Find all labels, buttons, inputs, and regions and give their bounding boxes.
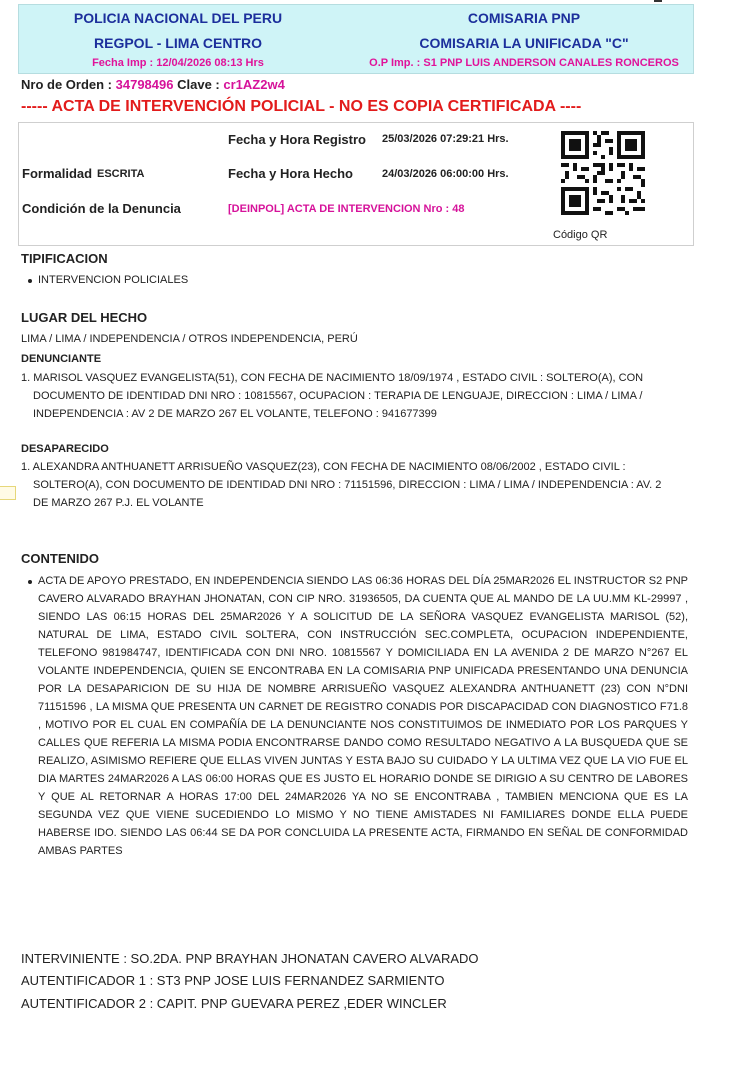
page-edge-marker [0, 486, 16, 500]
denunciante-heading: DENUNCIANTE [21, 353, 102, 365]
formality-value: ESCRITA [97, 168, 145, 180]
order-number-label: Nro de Orden : [21, 77, 113, 92]
contenido-text: ACTA DE APOYO PRESTADO, EN INDEPENDENCIA SIENDO LAS 06:36 HORAS DEL DÍA 25MAR2026 EL INSTRUCTOR S2 PNP CAVERO ALVARADO BRAYHAN JHONATAN, CON CIP NRO. 31936505, DA CUENTA QUE AL MANDO DE LA UU.MM KL-29997 , SIENDO LAS 06:15 HORAS DEL 25MAR2026 Y A SOLICITUD DE LA SEÑORA VASQUEZ EVANGELISTA MARISOL (52), NATURAL DE LIMA, ESTADO CIVIL SOLTERA, CON INSTRUCCIÓN SEC.COMPLETA, OCUPACION INDEPENDIENTE, TELEFONO 981984747, IDENTIFICADA CON DNI NRO. 10815567 Y DOMICILIADA EN LA AVENIDA 2 DE MARZO N°267 EL VOLANTE INDEPENDENCIA, QUIEN SE ENCONTRABA EN LA COMISARIA PNP UNIFICADA PRESENTANDO UNA DENUNCIA POR LA DESAPARICION DE SU HIJA DE NOMBRE ARRISUEÑO VASQUEZ ALEXANDRA ANTHUANETT (23) CON N°DNI 71151596 , LA MISMA QUE PRESENTA UN CARNET DE REGISTRO CONADIS POR DISCAPACIDAD CON DIAGNOSTICO F71.8 , MOTIVO POR EL CUAL EN COMPAÑÍA DE LA DENUNCIANTE NOS CONSTITUIMOS DE INMEDIATO POR LOS PARQUES Y CALLES QUE REFERIA LA MISMA PODIA ENCONTRARSE DANDO COMO RESULTADO NEGATIVO A LA BUSQUEDA QUE SE REALIZO, ASIMISMO REFIERE QUE ELLAS VIVEN JUNTAS Y ESTA BAJO SU CUIDADO Y LA ULTIMA VEZ QUE LA VIO FUE EL DIA MARTES 24MAR2026 A LAS 06:00 HORAS QUE ES JUSTO EL HORARIO DONDE SE DIRIGIO A SU CENTRO DE LABORES Y QUE AL RETORNAR A HORAS 17:00 DEL 24MAR2026 YA NO SE ENCONTRABA , TAMBIEN MENCIONA QUE ES LA SEGUNDA VEZ QUE VIENE SUCEDIENDO LO MISMO Y NO TIENE AMISTADES NI FAMILIARES DONDE ELLA PUEDE HABERSE IDO. SIENDO LAS 06:44 SE DA POR CONCLUIDA LA PRESENTE ACTA, FIRMANDO EN SEÑAL DE CONFORMIDAD AMBAS PARTES [38, 575, 688, 857]
denunciante-line: 1. MARISOL VASQUEZ EVANGELISTA(51), CON FECHA DE NACIMIENTO 18/09/1974 , ESTADO CIVIL : SOLTERO(A), CON [21, 372, 644, 384]
denunciante-line: DOCUMENTO DE IDENTIDAD DNI NRO : 10815567, OCUPACION : TERAPIA DE LENGUAJE, DIRECCION : LIMA / LIMA / [33, 390, 643, 402]
bullet-icon [28, 580, 32, 584]
region-title: REGPOL - LIMA CENTRO [94, 35, 262, 51]
print-operator: O.P Imp. : S1 PNP LUIS ANDERSON CANALES RONCEROS [369, 57, 679, 69]
desaparecido-line: 1. ALEXANDRA ANTHUANETT ARRISUEÑO VASQUEZ(23), CON FECHA DE NACIMIENTO 08/06/2002 , ESTADO CIVIL : [21, 461, 626, 473]
qr-code-icon [561, 131, 645, 215]
interviniente-line: INTERVINIENTE : SO.2DA. PNP BRAYHAN JHONATAN CAVERO ALVARADO [21, 951, 479, 966]
complaint-condition-label: Condición de la Denuncia [22, 201, 181, 216]
denunciante-line: INDEPENDENCIA : AV 2 DE MARZO 267 EL VOLANTE, TELEFONO : 941677399 [33, 408, 437, 420]
complaint-condition-value: [DEINPOL] ACTA DE INTERVENCION Nro : 48 [228, 203, 465, 215]
order-line [21, 77, 285, 92]
event-datetime-value: 24/03/2026 06:00:00 Hrs. [382, 168, 509, 180]
formality-label: Formalidad [22, 166, 93, 181]
desaparecido-line: SOLTERO(A), CON DOCUMENTO DE IDENTIDAD DNI NRO : 71151596, DIRECCION : LIMA / LIMA / INDEPENDENCIA : AV. 2 [33, 479, 662, 491]
registration-datetime-value: 25/03/2026 07:29:21 Hrs. [382, 133, 509, 145]
desaparecido-line: DE MARZO 267 P.J. EL VOLANTE [33, 497, 204, 509]
tipificacion-heading: TIPIFICACION [21, 251, 108, 266]
lugar-value: LIMA / LIMA / INDEPENDENCIA / OTROS INDEPENDENCIA, PERÚ [21, 333, 358, 345]
autentificador-2-line: AUTENTIFICADOR 2 : CAPIT. PNP GUEVARA PEREZ ,EDER WINCLER [21, 996, 447, 1011]
event-datetime-label: Fecha y Hora Hecho [228, 166, 353, 181]
qr-caption: Código QR [553, 229, 608, 241]
edge-artifact [654, 0, 662, 2]
tipificacion-item: INTERVENCION POLICIALES [38, 274, 189, 286]
institution-title: POLICIA NACIONAL DEL PERU [73, 10, 283, 26]
bullet-icon [28, 279, 32, 283]
autentificador-1-line: AUTENTIFICADOR 1 : ST3 PNP JOSE LUIS FERNANDEZ SARMIENTO [21, 973, 445, 988]
key-label: Clave : [177, 77, 220, 92]
contenido-heading: CONTENIDO [21, 551, 99, 566]
document-header [18, 4, 694, 74]
lugar-heading: LUGAR DEL HECHO [21, 310, 148, 325]
station-title: COMISARIA PNP [467, 10, 581, 26]
print-date: Fecha Imp : 12/04/2026 08:13 Hrs [92, 57, 264, 69]
key-value: cr1AZ2w4 [223, 77, 285, 92]
acta-title: ----- ACTA DE INTERVENCIÓN POLICIAL - NO ES COPIA CERTIFICADA ---- [21, 98, 582, 115]
station-name: COMISARIA LA UNIFICADA "C" [419, 35, 629, 51]
desaparecido-heading: DESAPARECIDO [21, 443, 109, 455]
order-number-value: 34798496 [115, 77, 174, 92]
registration-datetime-label: Fecha y Hora Registro [228, 132, 366, 147]
